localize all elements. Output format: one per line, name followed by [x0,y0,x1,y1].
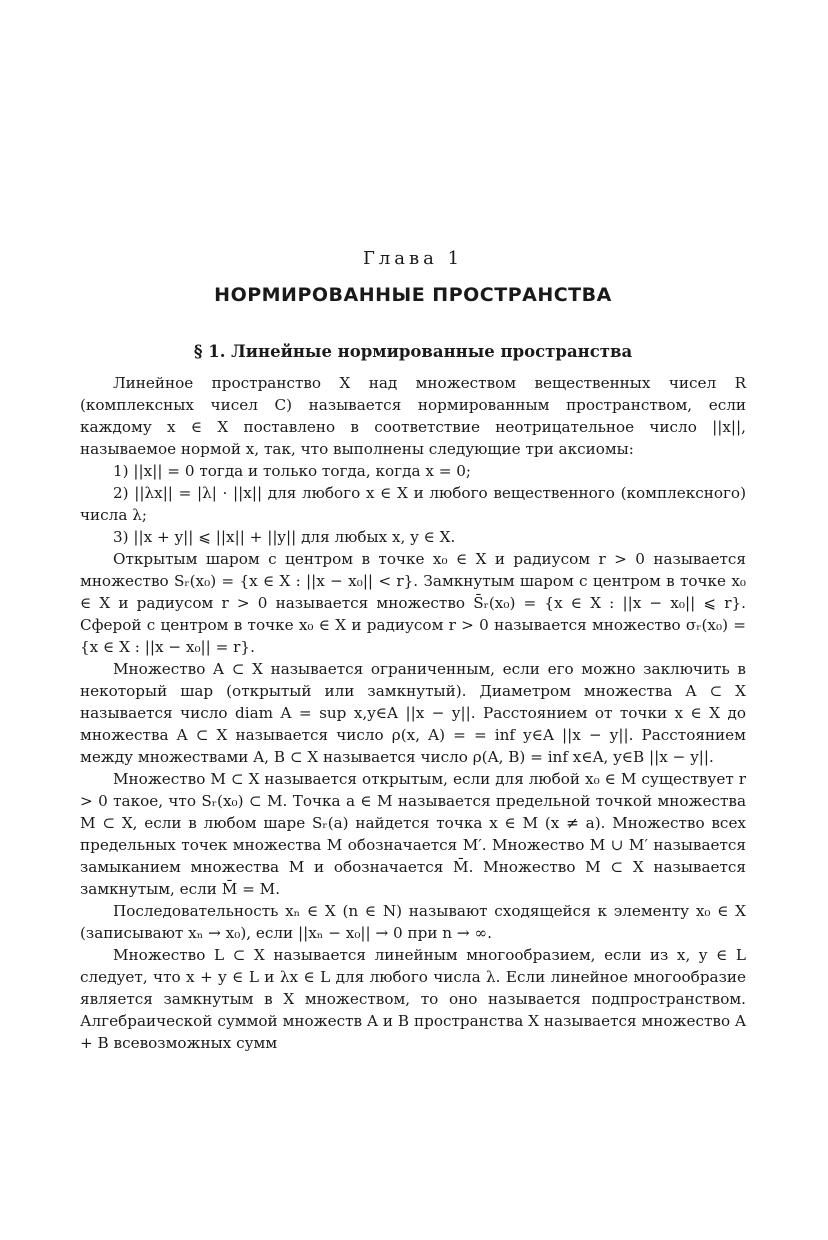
paragraph-balls: Открытым шаром с центром в точке x₀ ∈ X и радиусом r > 0 называется множество Sᵣ(x₀) = {x ∈ X : ||x − x₀|| < r}. Замкнутым шаром с центром в точке x₀ ∈ X и радиусом r > 0 называется множество S̄ᵣ(x₀) = {x ∈ X : ||x − x₀|| ⩽ r}. Сферой с центром в точке x₀ ∈ X и радиусом r > 0 называется множество σᵣ(x₀) = {x ∈ X : ||x − x₀|| = r}. [80,550,746,656]
paragraph-convergence: Последовательность xₙ ∈ X (n ∈ N) называют сходящейся к элементу x₀ ∈ X (записывают xₙ → x₀), если ||xₙ − x₀|| → 0 при n → ∞. [80,902,746,942]
paragraph-norm-definition: Линейное пространство X над множеством вещественных чисел R (комплексных чисел C) называется нормированным пространством, если каждому x ∈ X поставлено в соответствие неотрицательное число ||x||, называемое нормой x, так, что выполнены следующие три аксиомы: [80,374,746,458]
chapter-title: НОРМИРОВАННЫЕ ПРОСТРАНСТВА [214,284,612,306]
axiom-2: 2) ||λx|| = |λ| · ||x|| для любого x ∈ X и любого вещественного (комплексного) числа λ; [80,484,746,524]
paragraph-open-sets: Множество M ⊂ X называется открытым, если для любой x₀ ∈ M существует r > 0 такое, что Sᵣ(x₀) ⊂ M. Точка a ∈ M называется предельной точкой множества M ⊂ X, если в любом шаре Sᵣ(a) найдется точка x ∈ M (x ≠ a). Множество всех предельных точек множества M обозначается M′. Множество M ∪ M′ называется замыканием множества M и обозначается M̄. Множество M ⊂ X называется замкнутым, если M̄ = M. [80,770,746,898]
section-title: § 1. Линейные нормированные пространства [193,342,633,361]
body-text [80,372,746,1054]
chapter-label: Глава 1 [362,248,464,269]
axiom-3: 3) ||x + y|| ⩽ ||x|| + ||y|| для любых x, y ∈ X. [113,528,456,546]
axiom-1: 1) ||x|| = 0 тогда и только тогда, когда x = 0; [113,462,472,480]
paragraph-bounded-sets: Множество A ⊂ X называется ограниченным, если его можно заключить в некоторый шар (открытый или замкнутый). Диаметром множества A ⊂ X называется число diam A = sup x,y∈A ||x − y||. Расстоянием от точки x ∈ X до множества A ⊂ X называется число ρ(x, A) = = inf y∈A ||x − y||. Расстоянием между множествами A, B ⊂ X называется число ρ(A, B) = inf x∈A, y∈B ||x − y||. [80,660,746,766]
paragraph-linear-manifold: Множество L ⊂ X называется линейным многообразием, если из x, y ∈ L следует, что x + y ∈ L и λx ∈ L для любого числа λ. Если линейное многообразие является замкнутым в X множеством, то оно называется подпространством. Алгебраической суммой множеств A и B пространства X называется множество A + B всевозможных сумм [80,946,746,1052]
